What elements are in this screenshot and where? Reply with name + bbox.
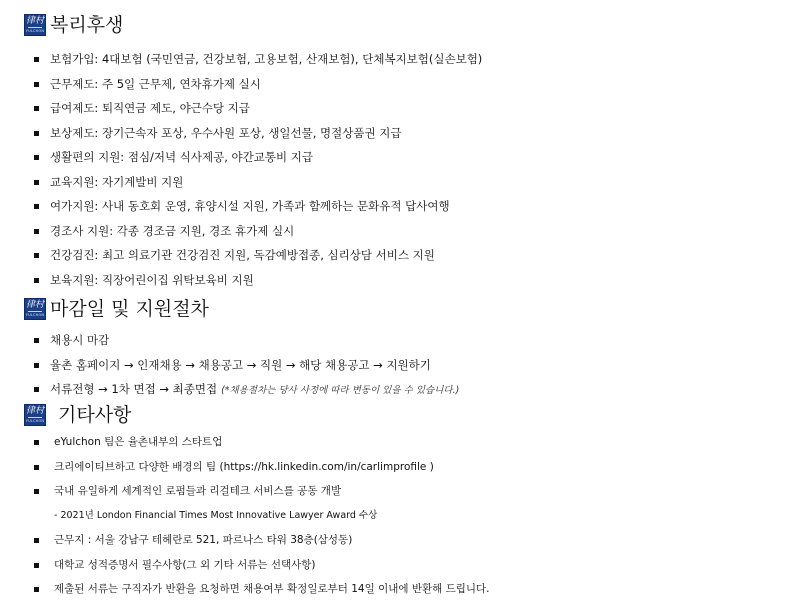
section-heading	[0, 297, 800, 321]
other-list	[0, 430, 800, 602]
section-heading	[0, 13, 800, 37]
list-item: 국내 유일하게 세계적인 로펌들과 리걸테크 서비스를 공동 개발	[0, 479, 800, 504]
list-item: 교육지원: 자기계발비 지원	[0, 170, 800, 195]
list-item: 생활편의 지원: 점심/저녁 식사제공, 야간교통비 지급	[0, 145, 800, 170]
list-item: 보육지원: 직장어린이집 위탁보육비 지원	[0, 268, 800, 293]
list-item-text: 서류전형 → 1차 면접 → 최종면접	[50, 382, 218, 396]
list-item: 근무지 : 서울 강남구 테헤란로 521, 파르나스 타워 38층(삼성동)	[0, 528, 800, 553]
yulchon-logo-icon: 律村 YULCHON	[24, 404, 46, 426]
list-item	[0, 377, 800, 402]
section-deadline-procedure	[0, 297, 800, 402]
list-item: 건강검진: 최고 의료기관 건강검진 지원, 독감예방접종, 심리상담 서비스 지원	[0, 243, 800, 268]
procedure-list	[0, 328, 800, 402]
list-item: 여가지원: 사내 동호회 운영, 휴양시설 지원, 가족과 함께하는 문화유적 답사여행	[0, 194, 800, 219]
section-title: 복리후생	[50, 14, 124, 36]
yulchon-logo-icon: 律村 YULCHON	[24, 298, 46, 320]
section-title: 기타사항	[58, 404, 132, 426]
list-item: 보상제도: 장기근속자 포상, 우수사원 포상, 생일선물, 명절상품권 지급	[0, 121, 800, 146]
list-subitem: - 2021년 London Financial Times Most Innovative Lawyer Award 수상	[54, 509, 378, 521]
section-other	[0, 403, 800, 602]
section-title: 마감일 및 지원절차	[50, 298, 209, 320]
section-benefits	[0, 13, 800, 292]
list-item: 급여제도: 퇴직연금 제도, 야근수당 지급	[0, 96, 800, 121]
list-item: 대학교 성적증명서 필수사항(그 외 기타 서류는 선택사항)	[0, 553, 800, 578]
list-item: 채용시 마감	[0, 328, 800, 353]
list-item: 크리에이티브하고 다양한 배경의 팀 (https://hk.linkedin.com/in/carlimprofile )	[0, 455, 800, 480]
list-item: eYulchon 팀은 율촌내부의 스타트업	[0, 430, 800, 455]
benefits-list	[0, 47, 800, 292]
list-item: 근무제도: 주 5일 근무제, 연차휴가제 실시	[0, 72, 800, 97]
procedure-note: (*채용절차는 당사 사정에 따라 변동이 있을 수 있습니다.)	[221, 385, 460, 396]
yulchon-logo-icon: 律村 YULCHON	[24, 14, 46, 36]
list-item: 율촌 홈페이지 → 인재채용 → 채용공고 → 직원 → 해당 채용공고 → 지원하기	[0, 353, 800, 378]
list-item: 보험가입: 4대보험 (국민연금, 건강보험, 고용보험, 산재보험), 단체복지보험(실손보험)	[0, 47, 800, 72]
list-item: 제출된 서류는 구직자가 반환을 요청하면 채용여부 확정일로부터 14일 이내에 반환해 드립니다.	[0, 577, 800, 602]
section-heading	[0, 403, 800, 427]
list-item: 경조사 지원: 각종 경조금 지원, 경조 휴가제 실시	[0, 219, 800, 244]
